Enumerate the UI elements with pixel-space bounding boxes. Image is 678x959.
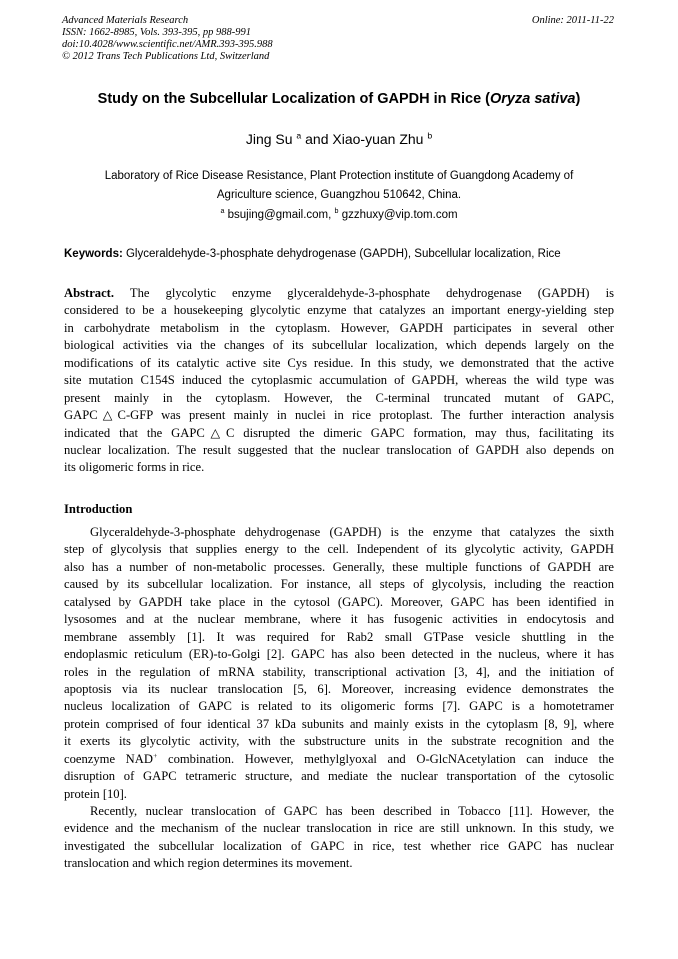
online-date: Online: 2011-11-22	[531, 15, 614, 26]
abstract-line: indicated that the GAPC△C disrupted the dimeric GAPC formation, may thus, facilitating its	[64, 425, 614, 440]
journal-name: Advanced Materials Research	[62, 15, 189, 26]
keywords-text: Glyceraldehyde-3-phosphate dehydrogenase (GAPDH), Subcellular localization, Rice	[122, 248, 561, 260]
intro-line: apoptosis via its nuclear translocation [5, 6]. Moreover, increasing evidence demonstrates the	[64, 681, 614, 696]
abstract-line: present mainly in the cytoplasm. However, the C-terminal truncated mutant of GAPC,	[64, 390, 614, 405]
copyright-line: © 2012 Trans Tech Publications Ltd, Switzerland	[62, 51, 270, 62]
abstract-line: modifications of its catalytic active site Cys residue. In this study, we demonstrated that the active	[64, 355, 614, 370]
intro-line: endoplasmic reticulum (ER)-to-Golgi [2]. GAPC has also been detected in the nucleus, where it has	[64, 647, 614, 662]
intro-line: protein comprised of four identical 37 kDa subunits and mainly exists in the cytoplasm [8, 9], where	[64, 716, 614, 731]
abstract	[64, 285, 614, 477]
affiliation-line: Laboratory of Rice Disease Resistance, Plant Protection institute of Guangdong Academy of	[104, 170, 574, 182]
abstract-line: nuclear localization. The result suggested that the nuclear translocation of GAPDH also depends on	[64, 442, 614, 457]
abstract-line: GAPC△C-GFP was present mainly in nuclei in rice protoplast. The further interaction analysis	[64, 408, 614, 423]
intro-line: nucleus localization of GAPC is related to its oligomeric forms [7]. GAPC is a homotetramer	[64, 699, 614, 714]
intro-line: it exerts its glycolytic activity, with the substructure units in the substrate recognition and the	[64, 734, 614, 749]
abstract-line: in carbohydrate metabolism in the cytoplasm. However, GAPDH participates in several other	[64, 320, 614, 335]
abstract-line: its oligomeric forms in rice.	[64, 460, 205, 475]
email-mark-a: a	[220, 207, 225, 216]
title-main: Study on the Subcellular Localization of GAPDH in Rice (	[97, 91, 491, 107]
affiliation-line: Agriculture science, Guangzhou 510642, China.	[216, 189, 462, 201]
intro-line: also has a number of non-metabolic processes. Generally, these multiple functions of GAPDH are	[64, 559, 614, 574]
intro-line: membrane assembly [1]. It was required for Rab2 small GTPase vesicle shuttling in the	[64, 629, 614, 644]
author-1: Jing Su	[245, 131, 297, 147]
abstract-label: Abstract.	[64, 286, 115, 300]
author-1-affil-mark: a	[296, 130, 302, 141]
title-close: )	[575, 91, 581, 107]
author-2-affil-mark: b	[427, 130, 433, 141]
intro-line: roles in the regulation of mRNA stability, transcriptional activation [3, 4], and the initiation of	[64, 664, 614, 679]
intro-line: disruption of GAPC tetrameric structure, and mediate the nuclear transportation of the cytosolic	[64, 769, 614, 784]
paper-title	[40, 91, 638, 107]
author-2: and Xiao-yuan Zhu	[301, 131, 428, 147]
intro-line: translocation and which region determines its movement.	[64, 856, 353, 871]
email-mark-b: b	[334, 207, 339, 216]
abstract-line: Abstract. The glycolytic enzyme glyceraldehyde-3-phosphate dehydrogenase (GAPDH) is	[64, 286, 614, 300]
title-species: Oryza sativa	[490, 91, 576, 107]
intro-line: protein [10].	[64, 786, 127, 801]
author-emails	[40, 209, 638, 221]
abstract-line: biological activities via the changes of its subcellular localization, which depends largely on the	[64, 338, 614, 353]
intro-line: step of glycolysis that supplies energy to the cell. Independent of its glycolytic activity, GAPDH	[64, 542, 614, 557]
doi-line: doi:10.4028/www.scientific.net/AMR.393-395.988	[62, 39, 273, 50]
intro-line: lysosomes and at the nuclear membrane, where it has fusogenic activities in endocytosis and	[64, 612, 614, 627]
email-b: gzzhuxy@vip.tom.com	[338, 209, 458, 221]
introduction-body	[64, 524, 614, 873]
intro-line: catalysed by GAPDH take place in the cytosol (GAPC). Moreover, GAPC has been identified in	[64, 594, 614, 609]
affiliation	[60, 167, 618, 205]
author-line	[40, 131, 638, 147]
intro-line: caused by its subcellular localization. For instance, all steps of glycolysis, including the reaction	[64, 577, 614, 592]
introduction-heading: Introduction	[64, 502, 133, 516]
abstract-line: site mutation C154S induced the cytoplasmic accumulation of GAPDH, whereas the wild type was	[64, 373, 614, 388]
abstract-line: considered to be a housekeeping glycolytic enzyme that catalyzes an important energy-yielding step	[64, 303, 614, 318]
nad-superscript: +	[152, 750, 158, 760]
intro-line: coenzyme NAD+ combination. However, methylglyoxal and O-GlcNAcetylation can induce the	[64, 750, 614, 766]
keywords	[64, 248, 616, 260]
journal-header	[62, 15, 614, 63]
intro-line: Recently, nuclear translocation of GAPC has been described in Tobacco [11]. However, the	[90, 804, 614, 818]
intro-line: Glyceraldehyde-3-phosphate dehydrogenase (GAPDH) is the enzyme that catalyzes the sixth	[90, 525, 614, 539]
intro-line: evidence and the mechanism of the nuclear translocation in rice are still unknown. In this study, we	[64, 821, 614, 836]
keywords-label: Keywords:	[64, 248, 123, 260]
email-a: bsujing@gmail.com,	[224, 209, 335, 221]
issn-line: ISSN: 1662-8985, Vols. 393-395, pp 988-991	[62, 27, 251, 38]
intro-line: investigated the subcellular localization of GAPC in rice, test whether rice GAPC has nuclear	[64, 838, 614, 853]
